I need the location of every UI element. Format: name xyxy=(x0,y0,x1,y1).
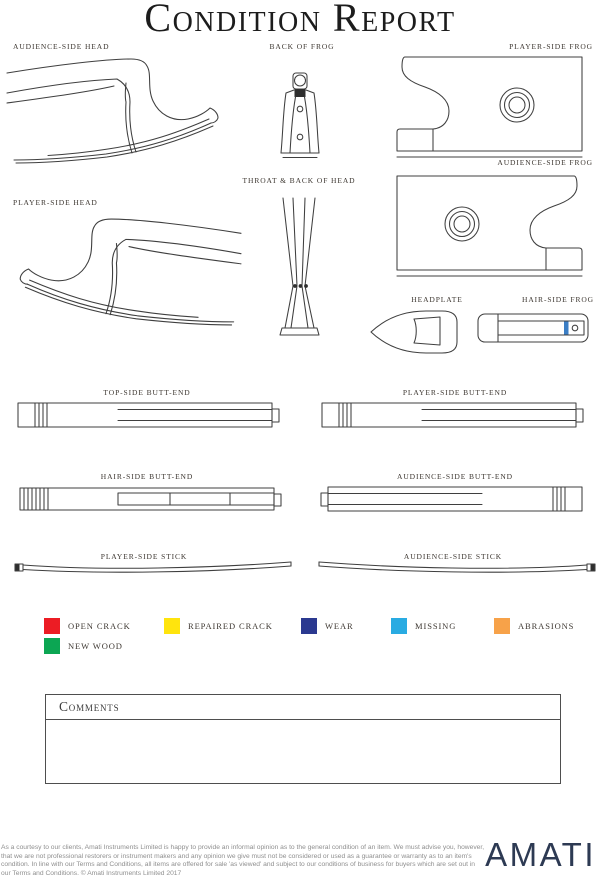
player-side-frog-diagram xyxy=(396,53,584,159)
headplate-label: HEADPLATE xyxy=(411,295,463,304)
frog-pin-lower xyxy=(297,134,303,140)
hair-side-frog-pin xyxy=(572,325,578,331)
hair-side-butt-end-diagram xyxy=(16,486,282,512)
audience-side-butt-end-label: AUDIENCE-SIDE BUTT-END xyxy=(397,472,513,481)
comments-box xyxy=(45,694,561,784)
missing-swatch xyxy=(391,618,407,634)
hair-side-frog-label: HAIR-SIDE FROG xyxy=(522,295,594,304)
wear-swatch xyxy=(301,618,317,634)
player-side-head-label: PLAYER-SIDE HEAD xyxy=(13,198,98,207)
player-side-frog-label: PLAYER-SIDE FROG xyxy=(509,42,593,51)
audience-side-head-label: AUDIENCE-SIDE HEAD xyxy=(13,42,110,51)
throat-back-of-head-diagram xyxy=(272,196,338,344)
comments-header xyxy=(46,695,560,720)
back-of-frog-diagram xyxy=(279,66,321,160)
audience-side-frog-label: AUDIENCE-SIDE FROG xyxy=(497,158,593,167)
abrasions-label: ABRASIONS xyxy=(518,620,575,631)
audience-side-butt-end-diagram xyxy=(318,486,584,512)
audience-side-stick-diagram xyxy=(316,558,600,580)
throat-back-of-head-label: THROAT & BACK OF HEAD xyxy=(242,176,356,185)
hair-side-frog-missing-mark xyxy=(564,322,569,335)
frog-button-eye xyxy=(295,75,306,86)
hair-side-frog-diagram xyxy=(477,312,589,344)
player-side-butt-end-diagram xyxy=(320,402,586,428)
legend-item-wear xyxy=(301,617,354,634)
headplate-diagram xyxy=(370,306,460,358)
new-wood-swatch xyxy=(44,638,60,654)
player-side-head-diagram xyxy=(16,216,242,328)
back-of-frog-label: BACK OF FROG xyxy=(269,42,335,51)
footer-disclaimer: As a courtesy to our clients, Amati Instruments Limited is happy to provide an informal opinion as to the general condition of an item. We must advise you, however, that we are not professional restorers or instrument makers and any opinion we give must not be considered or used as a guarantee or warranty as to an item's condition. In line with our Terms and Conditions, all items are offered for sale 'as viewed' and subject to our conditions of business for buyers which are set out in our Terms and Conditions. © Amati Instruments Limited 2017 xyxy=(1,844,485,877)
frog-pin-upper xyxy=(297,106,303,112)
comments-title: Comments xyxy=(59,699,120,714)
audience-side-stick-label: AUDIENCE-SIDE STICK xyxy=(403,552,503,561)
comments-input[interactable] xyxy=(46,720,560,783)
top-side-butt-end-label: TOP-SIDE BUTT-END xyxy=(103,388,191,397)
page-title: Condition Report xyxy=(144,0,456,40)
audience-side-frog-diagram xyxy=(395,172,583,278)
audience-side-head-diagram xyxy=(6,56,222,166)
legend-item-abrasions xyxy=(494,617,574,634)
repaired-crack-label: REPAIRED CRACK xyxy=(188,620,273,631)
repaired-crack-swatch xyxy=(164,618,180,634)
open-crack-label: OPEN CRACK xyxy=(68,620,131,631)
player-side-butt-end-label: PLAYER-SIDE BUTT-END xyxy=(402,388,508,397)
legend-item-new-wood xyxy=(44,637,123,654)
legend-item-open-crack xyxy=(44,617,131,634)
open-crack-swatch xyxy=(44,618,60,634)
missing-label: MISSING xyxy=(415,620,457,631)
player-side-stick-diagram xyxy=(8,558,294,580)
wear-label: WEAR xyxy=(325,620,354,631)
abrasions-swatch xyxy=(494,618,510,634)
new-wood-label: NEW WOOD xyxy=(68,640,123,651)
player-side-stick-label: PLAYER-SIDE STICK xyxy=(100,552,188,561)
amati-logo: AMATI xyxy=(485,836,596,873)
legend-item-repaired-crack xyxy=(164,617,273,634)
legend-item-missing xyxy=(391,617,456,634)
hair-side-butt-end-label: HAIR-SIDE BUTT-END xyxy=(100,472,194,481)
top-side-butt-end-diagram xyxy=(16,402,282,428)
